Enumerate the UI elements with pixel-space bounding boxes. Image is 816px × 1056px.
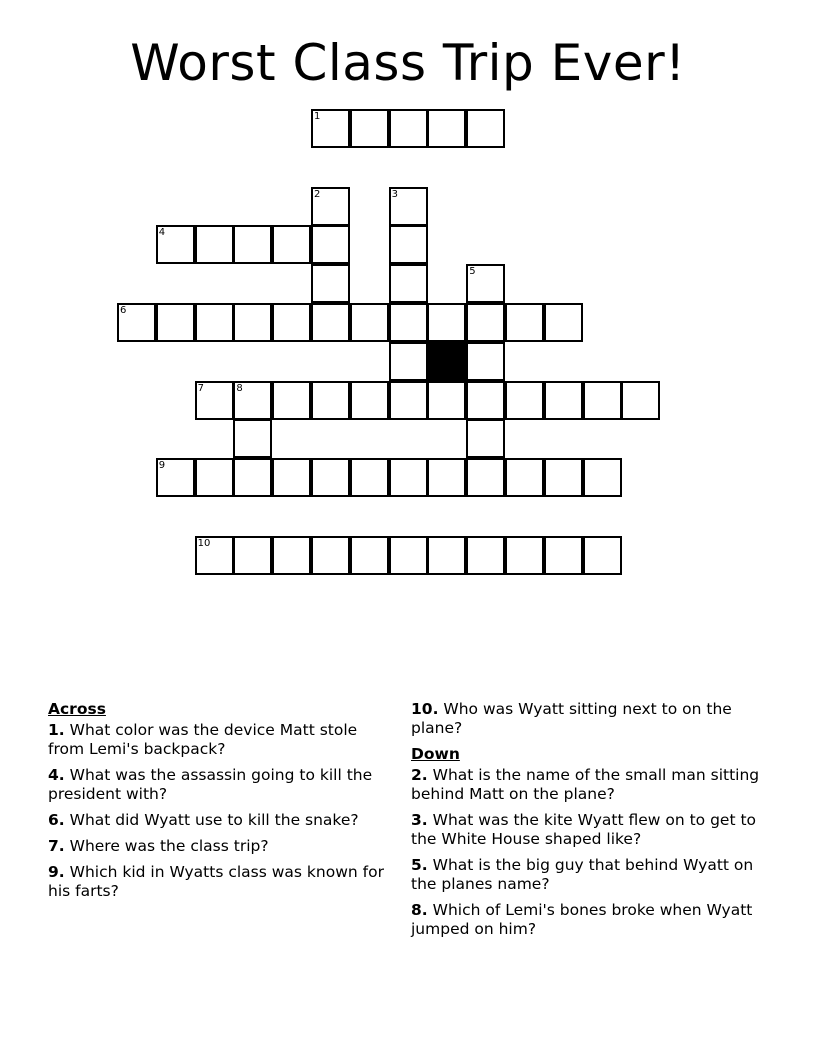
clue-text: What is the name of the small man sitting behind Matt on the plane? (411, 766, 760, 803)
answer-cell[interactable] (272, 225, 311, 264)
answer-cell[interactable] (311, 536, 350, 575)
clue-across-4 (48, 766, 388, 804)
answer-cell[interactable] (156, 225, 195, 264)
answer-cell[interactable] (544, 381, 583, 420)
clue-across-10 (411, 700, 771, 738)
cell-number: 4 (158, 227, 166, 239)
answer-cell[interactable] (583, 536, 622, 575)
answer-cell[interactable] (350, 109, 389, 148)
answer-cell[interactable] (311, 458, 350, 497)
answer-cell[interactable] (389, 381, 428, 420)
answer-cell[interactable] (389, 458, 428, 497)
answer-cell[interactable] (427, 458, 466, 497)
answer-cell[interactable] (195, 303, 234, 342)
answer-cell[interactable] (195, 536, 234, 575)
cell-number: 8 (236, 382, 243, 394)
clue-number: 3. (411, 811, 428, 829)
across-heading: Across (48, 700, 106, 718)
clue-text: Which kid in Wyatts class was known for his farts? (48, 863, 384, 900)
answer-cell[interactable] (505, 381, 544, 420)
clue-down-5 (411, 856, 771, 894)
answer-cell[interactable] (427, 381, 466, 420)
answer-cell[interactable] (233, 419, 272, 458)
answer-cell[interactable] (311, 225, 350, 264)
answer-cell[interactable] (195, 458, 234, 497)
clue-number: 9. (48, 863, 65, 881)
answer-cell[interactable] (544, 458, 583, 497)
down-heading: Down (411, 745, 460, 763)
answer-cell[interactable] (233, 536, 272, 575)
answer-cell[interactable] (466, 458, 505, 497)
clue-text: Who was Wyatt sitting next to on the plane? (411, 700, 732, 737)
answer-cell[interactable] (272, 303, 311, 342)
answer-cell[interactable] (466, 419, 505, 458)
answer-cell[interactable] (389, 536, 428, 575)
clue-number: 8. (411, 901, 428, 919)
clue-text: What color was the device Matt stole from Lemi's backpack? (48, 721, 358, 758)
answer-cell[interactable] (311, 381, 350, 420)
answer-cell[interactable] (466, 381, 505, 420)
cell-number: 5 (469, 266, 476, 278)
clue-text: What is the big guy that behind Wyatt on the planes name? (411, 856, 754, 893)
cell-number: 7 (197, 382, 204, 394)
clue-across-9 (48, 863, 388, 901)
answer-cell[interactable] (583, 458, 622, 497)
answer-cell[interactable] (466, 264, 505, 303)
answer-cell[interactable] (466, 109, 505, 148)
answer-cell[interactable] (233, 381, 272, 420)
clue-number: 6. (48, 811, 65, 829)
answer-cell[interactable] (427, 109, 466, 148)
answer-cell[interactable] (466, 303, 505, 342)
answer-cell[interactable] (156, 458, 195, 497)
clue-down-2 (411, 766, 771, 804)
cell-number: 10 (197, 537, 211, 549)
answer-cell[interactable] (544, 303, 583, 342)
answer-cell[interactable] (311, 264, 350, 303)
answer-cell[interactable] (272, 536, 311, 575)
clue-number: 7. (48, 837, 65, 855)
answer-cell[interactable] (233, 458, 272, 497)
puzzle-title: Worst Class Trip Ever! (130, 34, 686, 92)
clue-across-1 (48, 721, 388, 759)
clue-text: Where was the class trip? (69, 837, 269, 855)
clue-down-3 (411, 811, 771, 849)
black-square (427, 342, 466, 381)
clue-across-7 (48, 837, 388, 856)
clue-down-8 (411, 901, 771, 939)
answer-cell[interactable] (350, 303, 389, 342)
answer-cell[interactable] (195, 225, 234, 264)
clue-number: 10. (411, 700, 439, 718)
answer-cell[interactable] (233, 225, 272, 264)
answer-cell[interactable] (389, 264, 428, 303)
answer-cell[interactable] (233, 303, 272, 342)
answer-cell[interactable] (505, 536, 544, 575)
answer-cell[interactable] (195, 381, 234, 420)
clues-left-column (48, 700, 388, 908)
answer-cell[interactable] (466, 342, 505, 381)
clue-number: 5. (411, 856, 428, 874)
answer-cell[interactable] (505, 303, 544, 342)
answer-cell[interactable] (272, 381, 311, 420)
clue-text: What did Wyatt use to kill the snake? (69, 811, 359, 829)
answer-cell[interactable] (272, 458, 311, 497)
cell-number: 6 (120, 305, 127, 316)
clue-number: 2. (411, 766, 428, 784)
answer-cell[interactable] (311, 303, 350, 342)
answer-cell[interactable] (311, 187, 350, 226)
answer-cell[interactable] (389, 109, 428, 148)
clue-number: 1. (48, 721, 65, 739)
answer-cell[interactable] (389, 187, 428, 226)
answer-cell[interactable] (156, 303, 195, 342)
cell-number: 3 (391, 188, 398, 200)
cell-number: 1 (314, 111, 321, 122)
answer-cell[interactable] (466, 536, 505, 575)
clue-number: 4. (48, 766, 65, 784)
answer-cell[interactable] (311, 109, 350, 148)
clue-across-6 (48, 811, 388, 830)
answer-cell[interactable] (389, 225, 428, 264)
clues-right-column (411, 700, 771, 946)
cell-number: 2 (314, 188, 321, 200)
answer-cell[interactable] (427, 303, 466, 342)
answer-cell[interactable] (350, 536, 389, 575)
answer-cell[interactable] (505, 458, 544, 497)
answer-cell[interactable] (350, 381, 389, 420)
answer-cell[interactable] (117, 303, 156, 342)
clue-text: What was the kite Wyatt flew on to get to the White House shaped like? (411, 811, 757, 848)
clue-text: What was the assassin going to kill the president with? (48, 766, 373, 803)
clue-text: Which of Lemi's bones broke when Wyatt jumped on him? (411, 901, 753, 938)
cell-number: 9 (158, 460, 166, 472)
answer-cell[interactable] (544, 536, 583, 575)
answer-cell[interactable] (583, 381, 622, 420)
answer-cell[interactable] (389, 342, 428, 381)
answer-cell[interactable] (350, 458, 389, 497)
answer-cell[interactable] (427, 536, 466, 575)
answer-cell[interactable] (621, 381, 660, 420)
answer-cell[interactable] (389, 303, 428, 342)
